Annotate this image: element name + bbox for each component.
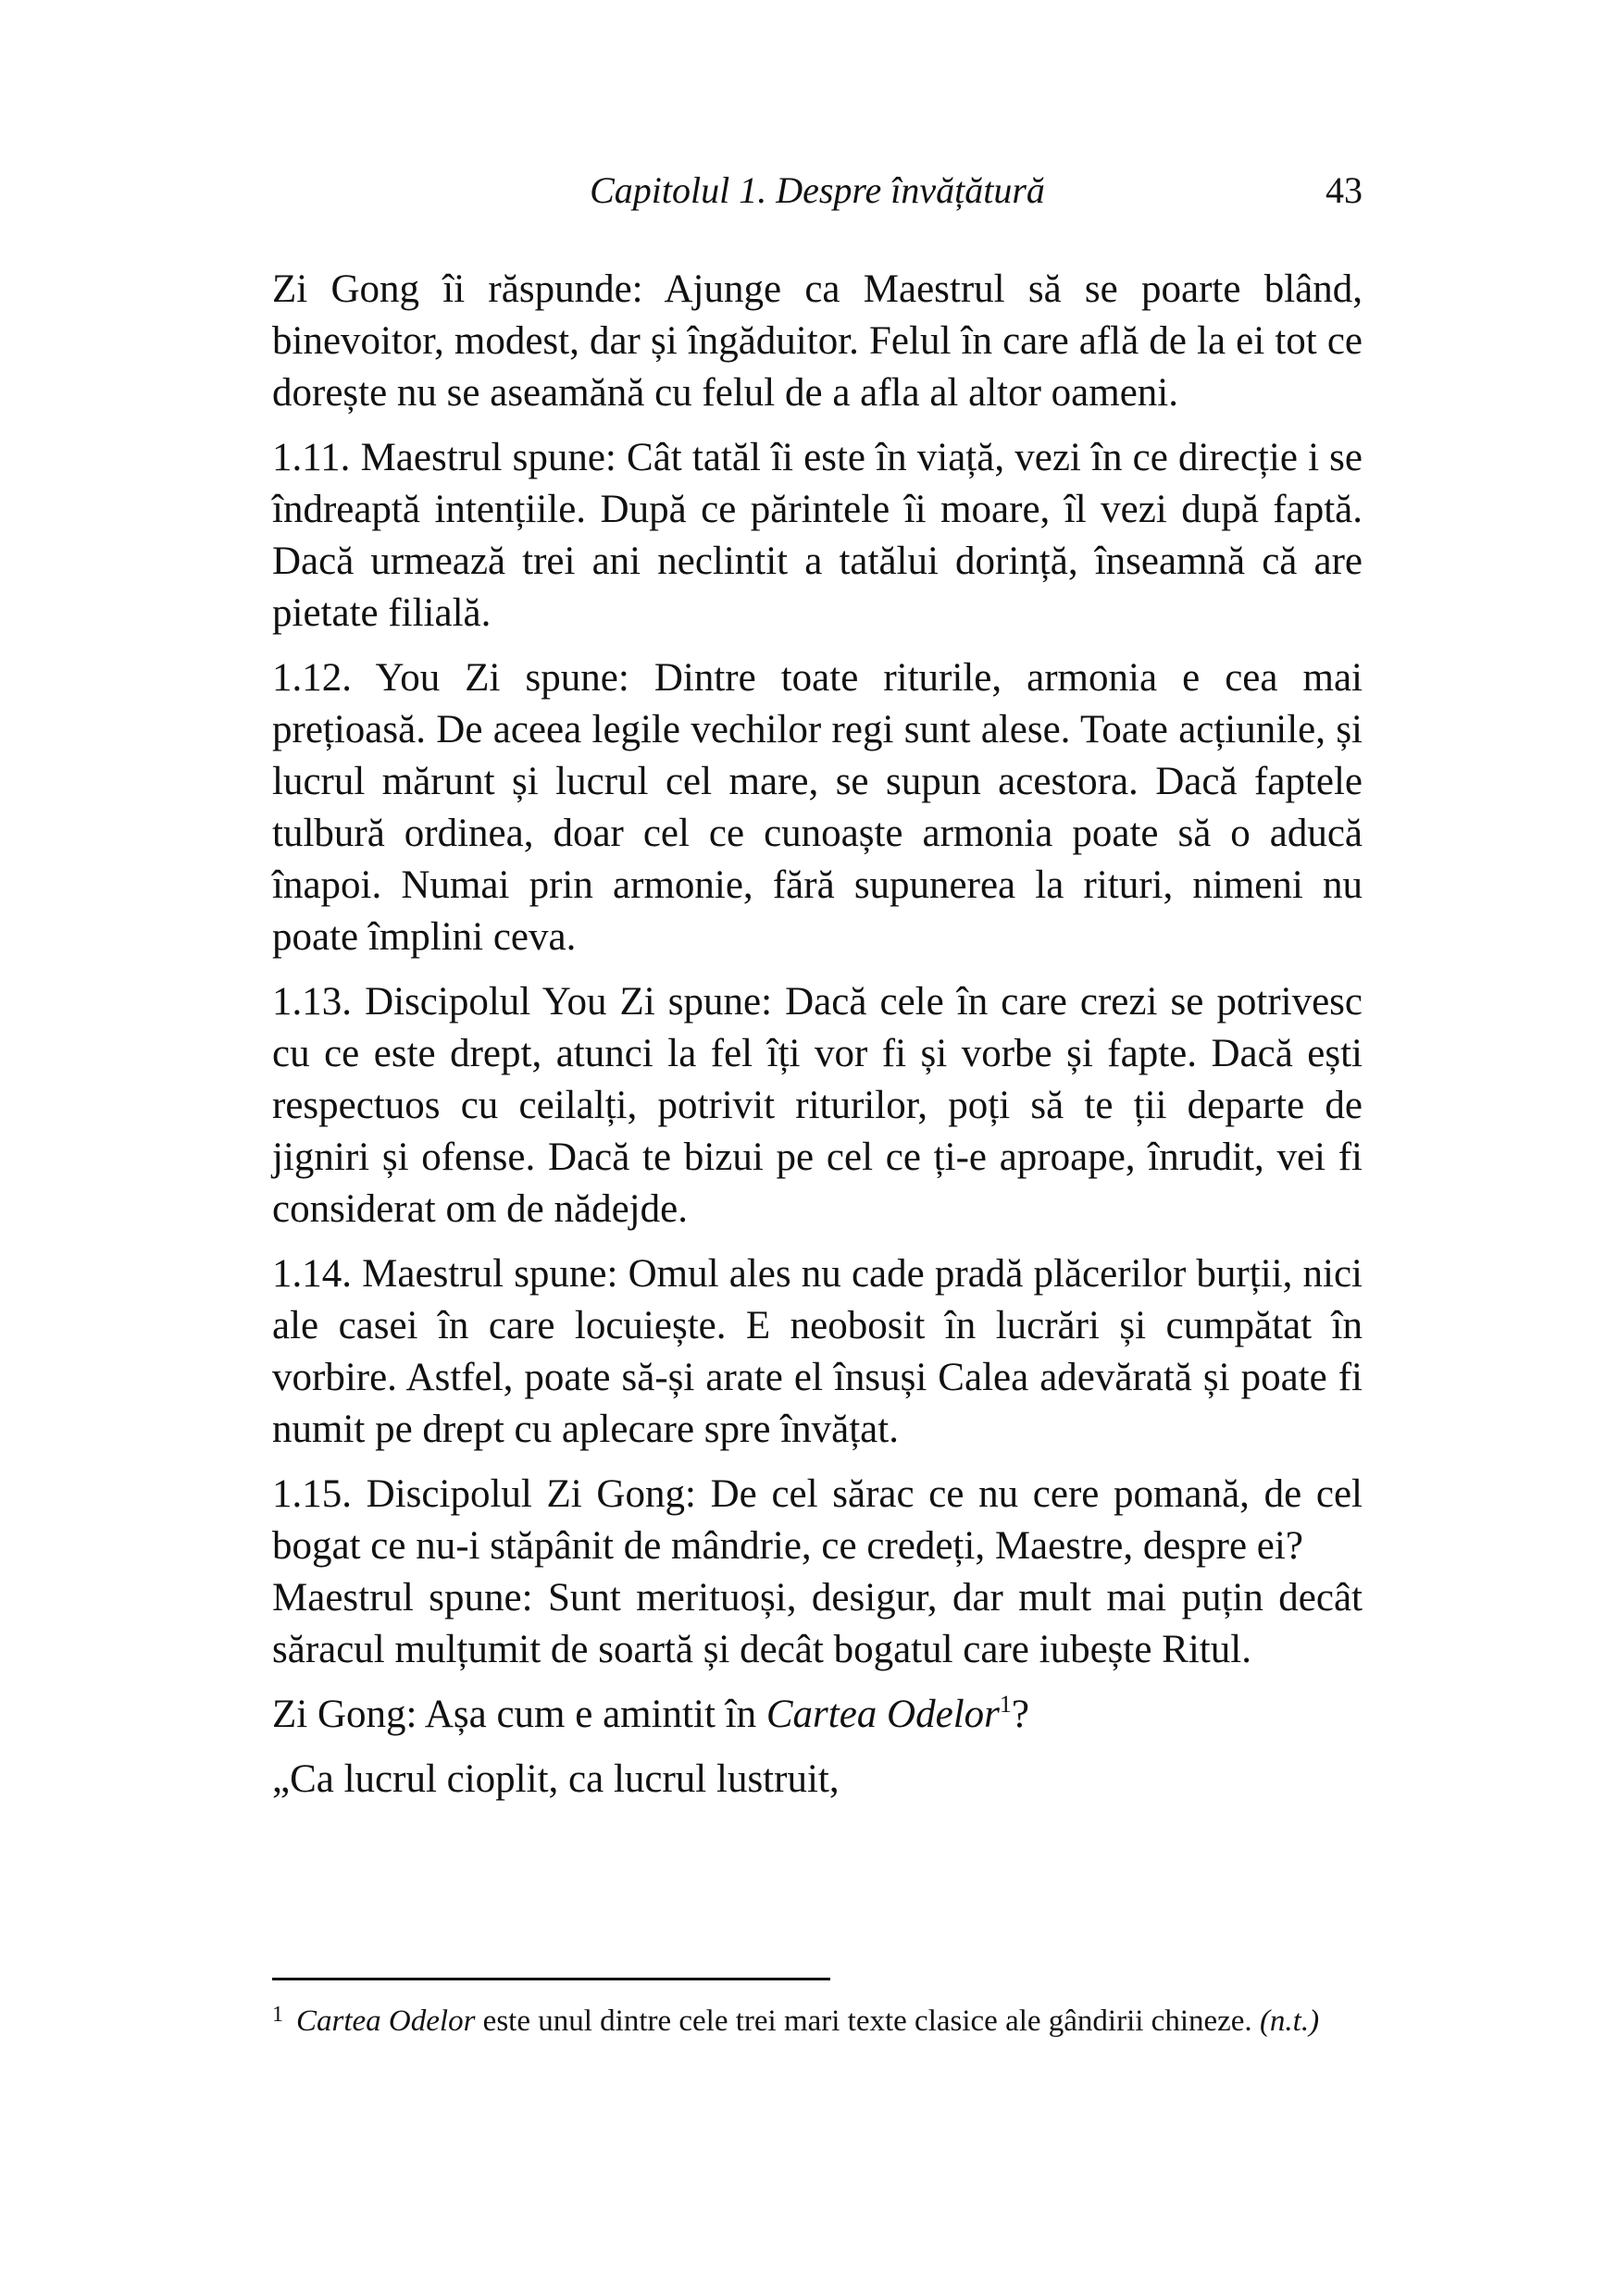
- body-text: [272, 264, 1363, 1818]
- running-header: [272, 167, 1363, 222]
- translator-note: (n.t.): [1259, 2004, 1320, 2038]
- footnote-divider: [272, 1978, 830, 1980]
- paragraph-1-13: 1.13. Discipolul You Zi spune: Dacă cele în care crezi se potrivesc cu ce este drept, atunci la fel îți vor fi și vorbe și fapte. Dacă ești respectuos cu ceilalți, potrivit riturilor, poți să te ții departe de jigniri și ofense. Dacă te bizui pe cel ce ți-e aproape, înrudit, vei fi considerat om de nădejde.: [272, 980, 1363, 1231]
- paragraph-1: Zi Gong îi răspunde: Ajunge ca Maestrul să se poarte blând, binevoitor, modest, dar și îngăduitor. Felul în care află de la ei tot ce dorește nu se aseamănă cu felul de a afla al altor oameni.: [272, 267, 1363, 415]
- question-mark: ?: [1011, 1693, 1029, 1736]
- footnote-book-title: Cartea Odelor: [296, 2004, 476, 2038]
- footnote-reference[interactable]: 1: [999, 1691, 1012, 1718]
- paragraph-1-14: 1.14. Maestrul spune: Omul ales nu cade pradă plăcerilor burții, nici ale casei în care locuiește. E neobosit în lucrări și cumpătat în vorbire. Astfel, poate să-și arate el însuși Calea adevărată și poate fi numit pe drept cu aplecare spre învățat.: [272, 1252, 1363, 1451]
- footnote-mark: 1: [272, 2003, 283, 2027]
- footnote-body: este unul dintre cele trei mari texte clasice ale gândirii chineze.: [475, 2004, 1260, 2038]
- paragraph-zi-gong-question: [272, 1689, 1363, 1741]
- footnote: [272, 2001, 1363, 2042]
- page-number: 43: [1326, 169, 1363, 211]
- running-title: Capitolul 1. Despre învățătură: [590, 169, 1045, 211]
- paragraph-1-11: 1.11. Maestrul spune: Cât tatăl îi este în viață, vezi în ce direcție i se îndreaptă intențiile. După ce părintele îi moare, îl vezi după faptă. Dacă urmează trei ani neclintit a tatălui dorință, înseamnă că are pietate filială.: [272, 436, 1363, 635]
- footnote-text: [296, 2001, 1363, 2042]
- quote-line: „Ca lucrul cioplit, ca lucrul lustruit,: [272, 1757, 840, 1801]
- paragraph-master-reply: Maestrul spune: Sunt merituoși, desigur, dar mult mai puțin decât săracul mulțumit de soartă și decât bogatul care iubește Ritul.: [272, 1576, 1363, 1671]
- question-text: Zi Gong: Așa cum e amintit în: [272, 1693, 766, 1736]
- paragraph-1-15: 1.15. Discipolul Zi Gong: De cel sărac ce nu cere pomană, de cel bogat ce nu-i stăpânit de mândrie, ce credeți, Maestre, despre ei?: [272, 1472, 1363, 1568]
- book-title: Cartea Odelor: [765, 1693, 1000, 1736]
- paragraph-1-12: 1.12. You Zi spune: Dintre toate riturile, armonia e cea mai prețioasă. De aceea legile vechilor regi sunt alese. Toate acțiunile, și lucrul mărunt și lucrul cel mare, se supun acestora. Dacă faptele tulbură ordinea, doar cel ce cunoaște armonia poate să o aducă înapoi. Numai prin armonie, fără supunerea la rituri, nimeni nu poate împlini ceva.: [272, 656, 1363, 959]
